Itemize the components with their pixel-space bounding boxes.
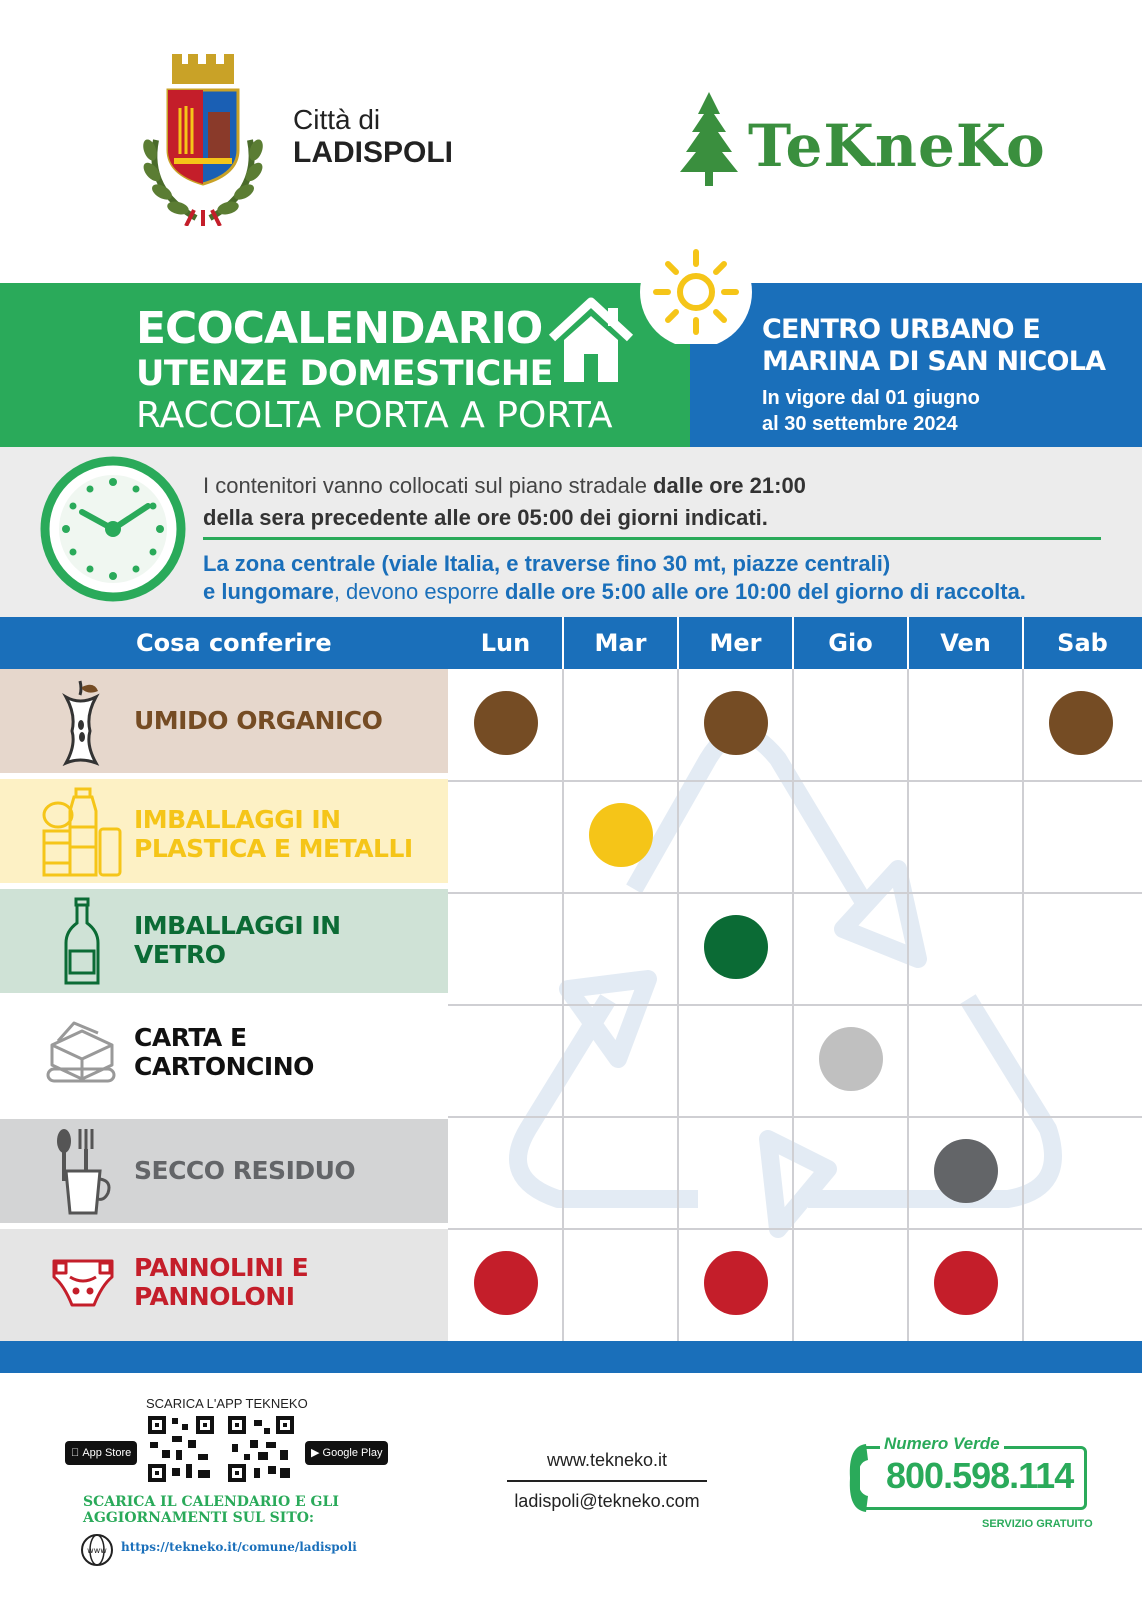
row-label-plastica [134, 805, 413, 863]
collection-dot-1-lun [474, 691, 538, 755]
row-carta [0, 999, 448, 1103]
google-play-label: Google Play [322, 1447, 383, 1459]
collection-dot-1-mer [704, 691, 768, 755]
row-label-umido [134, 689, 382, 753]
collection-dot-1-sab [1049, 691, 1113, 755]
google-play-badge[interactable]: ▶ Google Play [305, 1441, 388, 1465]
download-line-1: SCARICA IL CALENDARIO E GLI [83, 1494, 339, 1510]
info-separator [203, 537, 1101, 540]
cup-cutlery-icon [50, 1127, 116, 1217]
row-plastica [0, 779, 448, 883]
banner-subtitle-1: UTENZE DOMESTICHE [136, 354, 554, 394]
info-line4-bold-b: dalle ore 5:00 alle ore 10:00 del giorno di raccolta. [505, 579, 1026, 604]
banner-title: ECOCALENDARIO [136, 303, 543, 354]
paper-box-icon [44, 1017, 120, 1087]
row-pannolini-line2: PANNOLONI [134, 1282, 295, 1311]
qr-code-ios[interactable] [146, 1414, 216, 1484]
calendar-url-link[interactable]: https://tekneko.it/comune/ladispoli [121, 1540, 357, 1554]
row-plastica-line1: IMBALLAGGI IN [134, 805, 341, 834]
toll-free-note: SERVIZIO GRATUITO [982, 1518, 1093, 1530]
email-link[interactable]: ladispoli@tekneko.com [514, 1491, 700, 1511]
row-plastica-line2: PLASTICA E METALLI [134, 834, 413, 863]
row-secco-line1: SECCO RESIDUO [134, 1156, 356, 1185]
collection-dot-5-ven [934, 1139, 998, 1203]
footer-divider [507, 1480, 707, 1482]
header-dividers [0, 617, 1142, 669]
row-umido [0, 669, 448, 773]
row-pannolini-line1: PANNOLINI E [134, 1253, 309, 1282]
row-label-vetro [134, 911, 341, 969]
info-line1-bold: dalle ore 21:00 [653, 473, 806, 498]
info-hours [203, 470, 806, 534]
row-carta-line1: CARTA E [134, 1023, 247, 1052]
collection-dot-6-mer [704, 1251, 768, 1315]
download-line-2: AGGIORNAMENTI SUL SITO: [83, 1510, 315, 1526]
day-header-ven: Ven [940, 629, 991, 657]
zone-line-2: MARINA DI SAN NICOLA [762, 346, 1106, 377]
collection-dot-4-gio [819, 1027, 883, 1091]
day-header-gio: Gio [828, 629, 873, 657]
clock-icon [40, 456, 186, 602]
phone-icon [846, 1440, 870, 1516]
info-line3-bold: La zona centrale (viale Italia, e traverse fino 30 mt, piazze centrali) [203, 551, 891, 576]
row-vetro-line2: VETRO [134, 940, 226, 969]
collection-dot-3-mer [704, 915, 768, 979]
info-line1-normal: I contenitori vanno collocati sul piano stradale [203, 473, 654, 498]
glass-bottle-icon [62, 897, 102, 985]
download-calendar-text [83, 1494, 339, 1526]
qr-code-android[interactable] [226, 1414, 296, 1484]
row-secco [0, 1119, 448, 1223]
banner-subtitle-2: RACCOLTA PORTA A PORTA [136, 395, 613, 436]
info-line2-bold: della sera precedente alle ore 05:00 dei giorni indicati. [203, 505, 768, 530]
bottle-can-icon [40, 787, 124, 877]
row-umido-line1: UMIDO ORGANICO [134, 706, 383, 735]
app-download-label: SCARICA L'APP TEKNEKO [146, 1396, 308, 1411]
sun-icon [638, 244, 754, 344]
house-icon [546, 296, 636, 386]
info-line4-normal: , devono esporre [333, 579, 506, 604]
toll-free-label: Numero Verde [880, 1434, 1004, 1454]
bottom-bar [0, 1341, 1142, 1373]
globe-www-text: www [87, 1546, 107, 1555]
row-vetro-line1: IMBALLAGGI IN [134, 911, 341, 940]
city-name-line2: LADISPOLI [293, 136, 454, 169]
day-header-lun: Lun [480, 629, 531, 657]
globe-icon [80, 1533, 114, 1567]
collection-dot-2-mar [589, 803, 653, 867]
collection-dot-6-lun [474, 1251, 538, 1315]
validity-period [762, 385, 980, 437]
row-label-carta [134, 1023, 314, 1081]
row-carta-line2: CARTONCINO [134, 1052, 314, 1081]
collection-dots [448, 669, 1142, 1341]
day-header-sab: Sab [1057, 629, 1108, 657]
info-line4-bold-a: e lungomare [203, 579, 334, 604]
tekneko-logo: TeKneKo [748, 112, 1046, 180]
validity-line-2: al 30 settembre 2024 [762, 413, 958, 435]
tekneko-tree-icon [676, 92, 742, 186]
row-vetro [0, 889, 448, 993]
day-header-mar: Mar [594, 629, 647, 657]
validity-line-1: In vigore dal 01 giugno [762, 387, 980, 409]
info-zone-note [203, 550, 1026, 606]
what-header: Cosa conferire [136, 629, 332, 657]
row-pannolini [0, 1229, 448, 1341]
row-label-pannolini [134, 1253, 308, 1311]
website-link[interactable]: www.tekneko.it [546, 1450, 668, 1470]
zone-name [762, 314, 1105, 378]
city-crest [136, 50, 270, 226]
city-name [293, 104, 453, 170]
zone-line-1: CENTRO URBANO E [762, 314, 1040, 345]
apple-core-icon [56, 679, 106, 767]
day-header-mer: Mer [709, 629, 762, 657]
app-store-badge[interactable] [65, 1441, 137, 1465]
row-label-secco [134, 1139, 355, 1203]
toll-free-number[interactable]: 800.598.114 [886, 1455, 1074, 1496]
app-store-label: App Store [71, 1447, 120, 1459]
collection-dot-6-ven [934, 1251, 998, 1315]
city-name-line1: Città di [293, 104, 381, 135]
diaper-icon [52, 1255, 114, 1311]
